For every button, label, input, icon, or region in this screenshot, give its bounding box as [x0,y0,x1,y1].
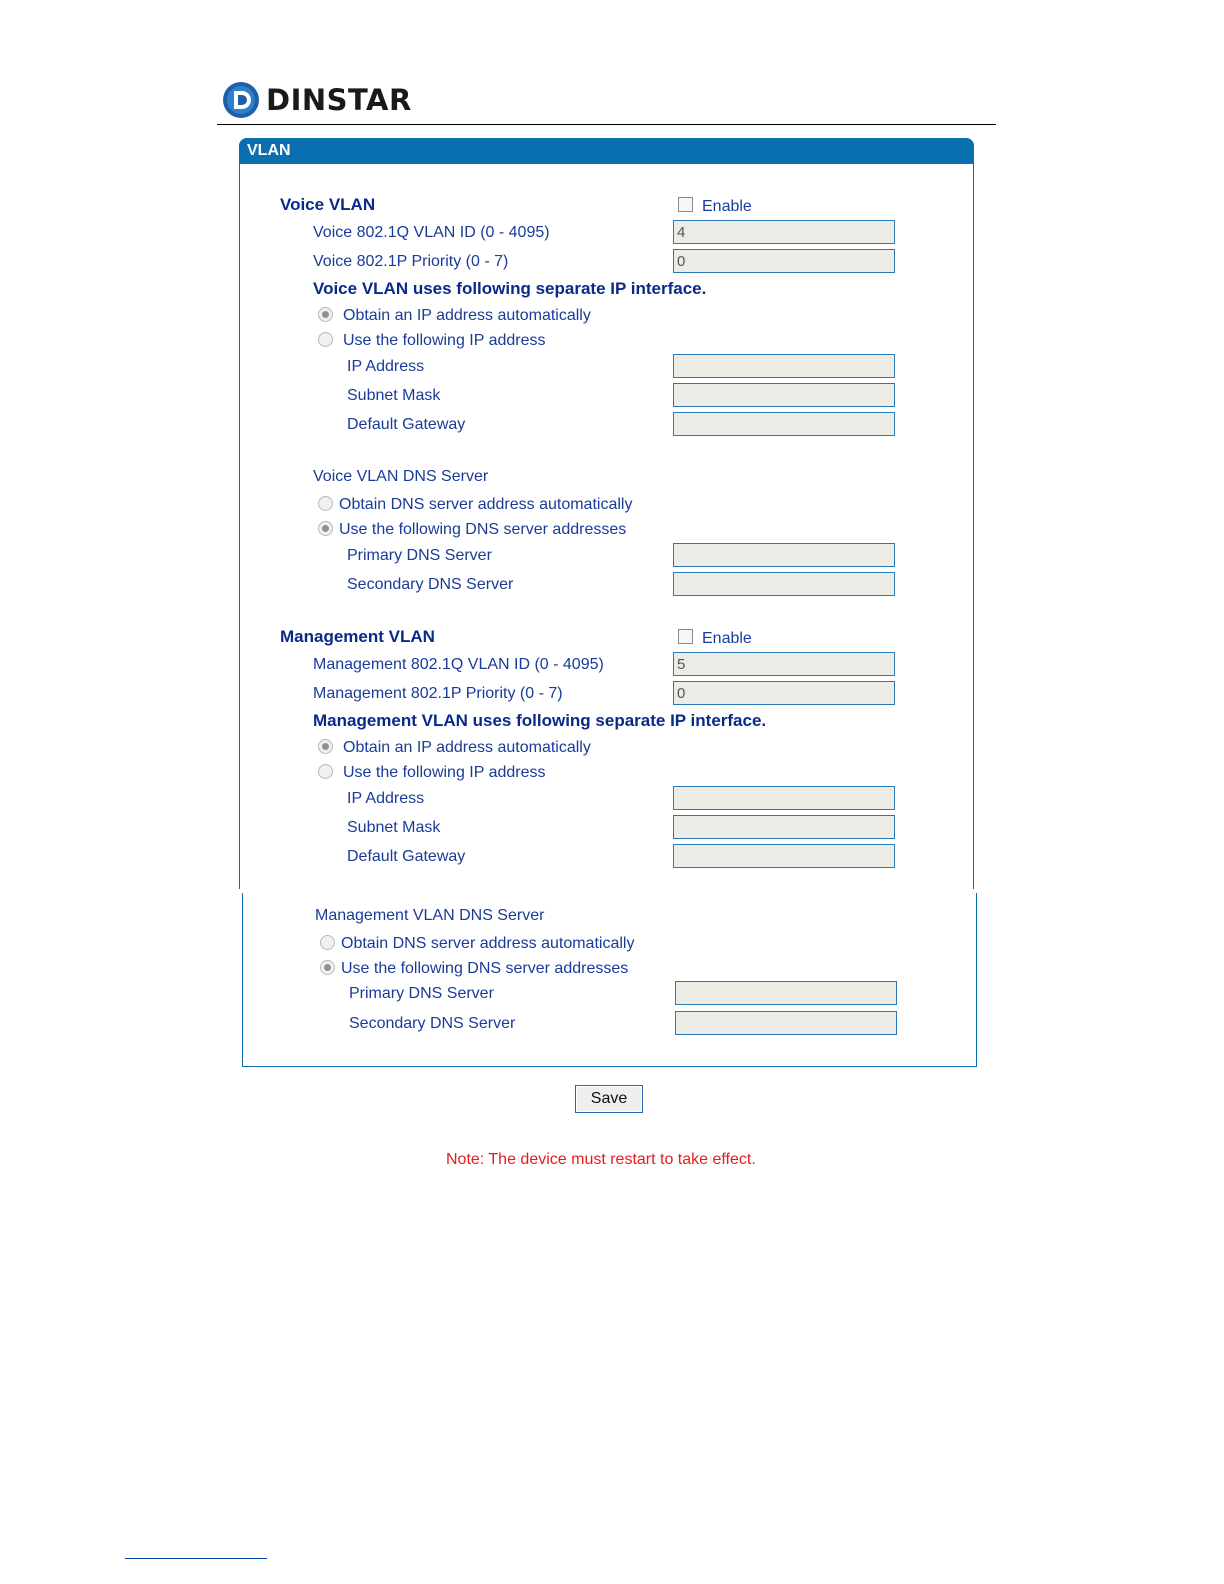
voice-obtain-dns-label: Obtain DNS server address automatically [339,496,633,513]
restart-note: Note: The device must restart to take effect. [446,1151,756,1168]
mgmt-use-ip-label: Use the following IP address [343,764,546,781]
voice-ip-address-input[interactable] [673,354,895,378]
mgmt-ip-interface-heading: Management VLAN uses following separate IP interface. [313,711,767,730]
voice-obtain-ip-radio[interactable] [318,307,333,322]
mgmt-primary-dns-label: Primary DNS Server [349,985,494,1002]
mgmt-use-dns-label: Use the following DNS server addresses [341,960,629,977]
voice-ip-interface-heading: Voice VLAN uses following separate IP interface. [313,279,707,298]
brand-name: DINSTAR [266,83,412,117]
dinstar-logo-icon [222,81,260,119]
mgmt-subnet-mask-label: Subnet Mask [347,819,441,836]
voice-vlan-heading: Voice VLAN [280,195,376,214]
voice-primary-dns-label: Primary DNS Server [347,547,492,564]
voice-subnet-mask-label: Subnet Mask [347,387,441,404]
footer-divider [125,1558,267,1559]
voice-dns-heading: Voice VLAN DNS Server [313,468,489,485]
mgmt-default-gateway-input[interactable] [673,844,895,868]
voice-primary-dns-input[interactable] [673,543,895,567]
voice-vlan-id-input[interactable]: 4 [673,220,895,244]
mgmt-priority-label: Management 802.1P Priority (0 - 7) [313,685,563,702]
voice-enable-checkbox[interactable] [678,197,693,212]
mgmt-subnet-mask-input[interactable] [673,815,895,839]
mgmt-secondary-dns-input[interactable] [675,1011,897,1035]
voice-enable-label: Enable [702,198,752,215]
mgmt-ip-address-input[interactable] [673,786,895,810]
voice-priority-label: Voice 802.1P Priority (0 - 7) [313,253,509,270]
panel-title: VLAN [239,138,974,164]
mgmt-primary-dns-input[interactable] [675,981,897,1005]
mgmt-obtain-dns-radio[interactable] [320,935,335,950]
voice-use-ip-label: Use the following IP address [343,332,546,349]
mgmt-obtain-ip-radio[interactable] [318,739,333,754]
voice-default-gateway-input[interactable] [673,412,895,436]
brand-logo [222,78,412,122]
voice-vlan-id-label: Voice 802.1Q VLAN ID (0 - 4095) [313,224,550,241]
mgmt-obtain-ip-label: Obtain an IP address automatically [343,739,591,756]
mgmt-vlan-heading: Management VLAN [280,627,435,646]
mgmt-default-gateway-label: Default Gateway [347,848,466,865]
voice-priority-input[interactable]: 0 [673,249,895,273]
voice-obtain-ip-label: Obtain an IP address automatically [343,307,591,324]
header-divider [217,124,996,125]
mgmt-ip-address-label: IP Address [347,790,425,807]
voice-obtain-dns-radio[interactable] [318,496,333,511]
mgmt-enable-label: Enable [702,630,752,647]
save-button[interactable]: Save [575,1085,643,1113]
voice-use-dns-label: Use the following DNS server addresses [339,521,627,538]
mgmt-vlan-id-input[interactable]: 5 [673,652,895,676]
voice-secondary-dns-input[interactable] [673,572,895,596]
mgmt-vlan-id-label: Management 802.1Q VLAN ID (0 - 4095) [313,656,604,673]
voice-use-dns-radio[interactable] [318,521,333,536]
voice-secondary-dns-label: Secondary DNS Server [347,576,514,593]
mgmt-priority-input[interactable]: 0 [673,681,895,705]
mgmt-dns-heading: Management VLAN DNS Server [315,907,545,924]
voice-subnet-mask-input[interactable] [673,383,895,407]
voice-default-gateway-label: Default Gateway [347,416,466,433]
mgmt-use-ip-radio[interactable] [318,764,333,779]
voice-use-ip-radio[interactable] [318,332,333,347]
mgmt-enable-checkbox[interactable] [678,629,693,644]
mgmt-obtain-dns-label: Obtain DNS server address automatically [341,935,635,952]
mgmt-use-dns-radio[interactable] [320,960,335,975]
mgmt-secondary-dns-label: Secondary DNS Server [349,1015,516,1032]
voice-ip-address-label: IP Address [347,358,425,375]
